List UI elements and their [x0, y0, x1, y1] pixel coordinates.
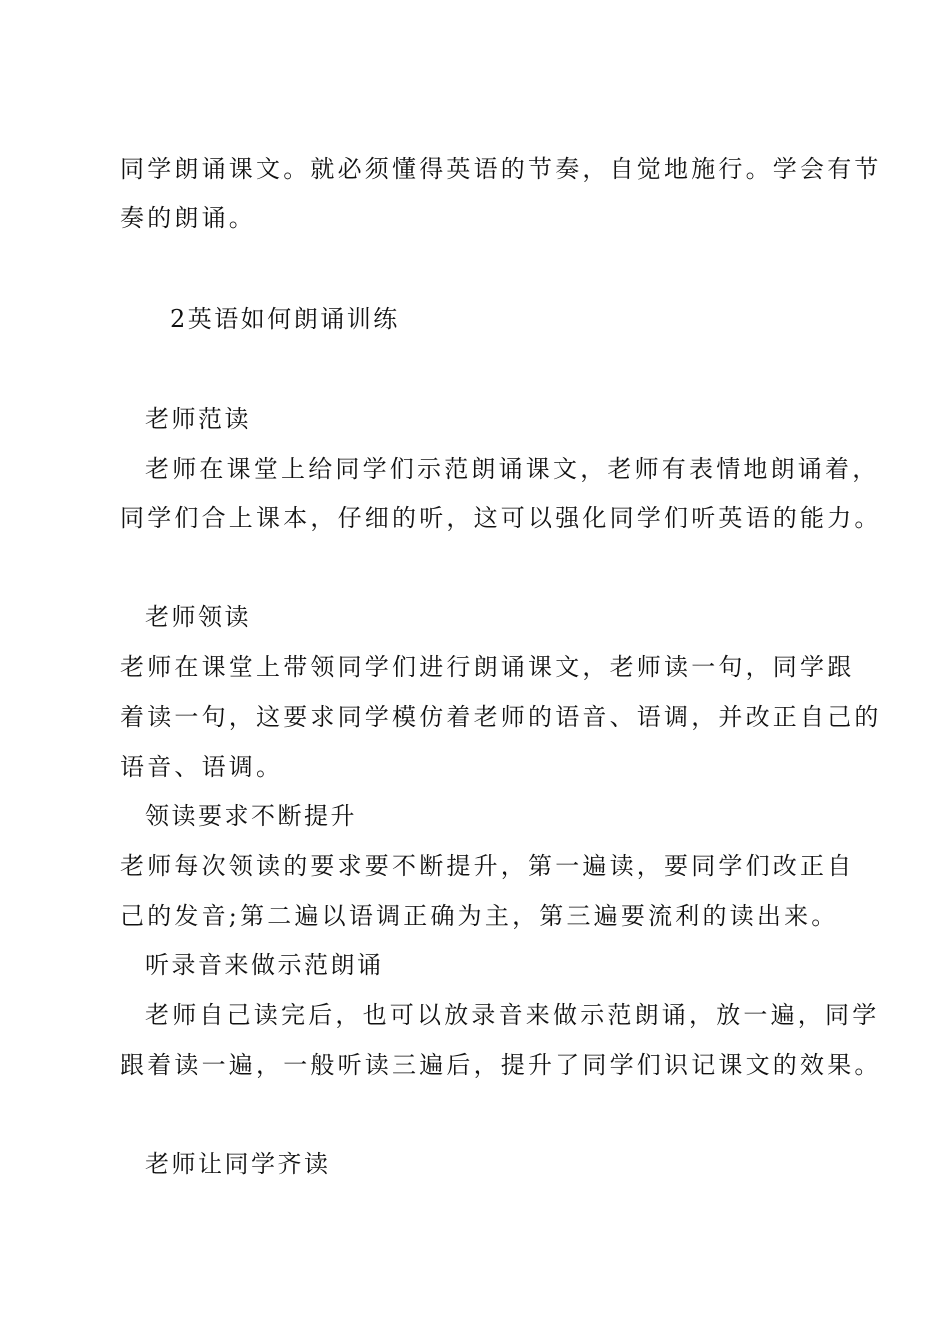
paragraph-line: 老师每次领读的要求要不断提升，第一遍读，要同学们改正自 [120, 852, 855, 880]
subheading-teacher-lead: 老师领读 [145, 603, 251, 631]
paragraph-line: 老师在课堂上带领同学们进行朗诵课文，老师读一句，同学跟 [120, 653, 855, 681]
paragraph-line: 语音、语调。 [120, 753, 284, 781]
paragraph-line: 同学朗诵课文。就必须懂得英语的节奏，自觉地施行。学会有节 [120, 155, 882, 183]
paragraph-line: 跟着读一遍，一般听读三遍后，提升了同学们识记课文的效果。 [120, 1051, 882, 1079]
paragraph-line: 同学们合上课本，仔细的听，这可以强化同学们听英语的能力。 [120, 504, 882, 532]
subheading-recording: 听录音来做示范朗诵 [145, 951, 384, 979]
paragraph-line: 奏的朗诵。 [120, 204, 256, 232]
subheading-teacher-demo: 老师范读 [145, 405, 251, 433]
subheading-group-reading: 老师让同学齐读 [145, 1150, 331, 1178]
paragraph-line: 己的发音;第二遍以语调正确为主，第三遍要流利的读出来。 [120, 902, 839, 930]
section-heading: 2英语如何朗诵训练 [170, 305, 400, 333]
paragraph-line: 老师自己读完后，也可以放录音来做示范朗诵，放一遍，同学 [145, 1001, 880, 1029]
paragraph-line: 着读一句，这要求同学模仿着老师的语音、语调，并改正自己的 [120, 703, 882, 731]
subheading-lead-improve: 领读要求不断提升 [145, 802, 357, 830]
paragraph-line: 老师在课堂上给同学们示范朗诵课文，老师有表情地朗诵着， [145, 455, 880, 483]
